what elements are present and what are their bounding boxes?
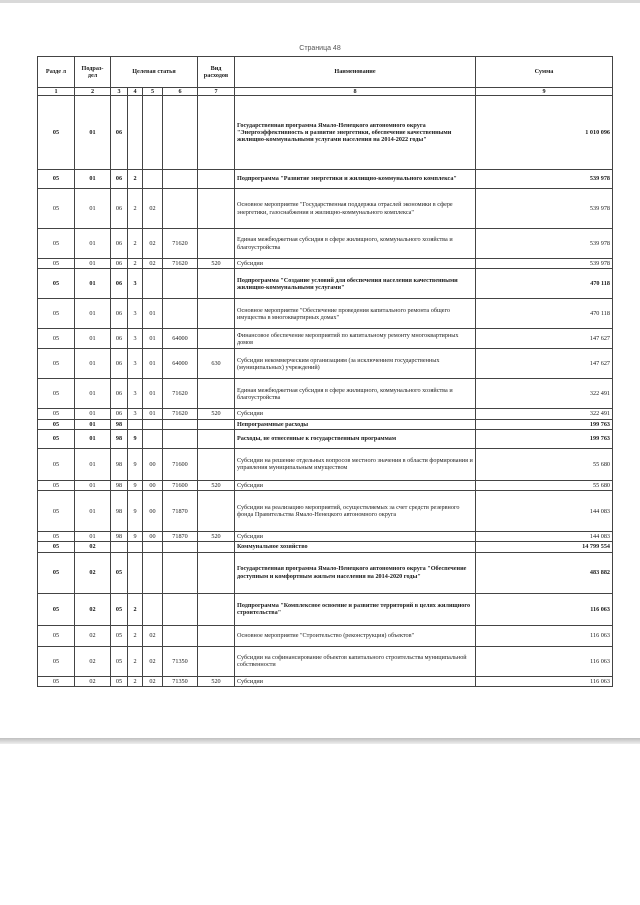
- name-cell: Субсидии на софинансирование объектов капитального строительства муниципальной собственности: [235, 646, 476, 676]
- expense-type-cell: [198, 646, 235, 676]
- subprogram-code-cell: 2: [128, 189, 143, 229]
- expense-type-cell: [198, 429, 235, 448]
- podrazdel-cell: 01: [75, 170, 111, 189]
- subprogram-code-cell: [128, 542, 143, 552]
- razdel-cell: 05: [38, 625, 75, 646]
- razdel-cell: 05: [38, 480, 75, 490]
- table-row: [38, 409, 613, 419]
- subprogram-code-cell: 3: [128, 379, 143, 409]
- table-row: [38, 419, 613, 429]
- activity-code-cell: [143, 429, 163, 448]
- name-cell: Государственная программа Ямало-Ненецкого автономного округа "Обеспечение доступным и комфортным жильем населения на 2014-2020 годы": [235, 552, 476, 593]
- header-razdel: Разде л: [38, 57, 75, 88]
- subprogram-code-cell: 3: [128, 329, 143, 349]
- activity-code-cell: 02: [143, 229, 163, 259]
- activity-code-cell: [143, 593, 163, 625]
- expense-type-cell: [198, 491, 235, 532]
- name-cell: Подпрограмма "Создание условий для обеспечения населения качественными жилищно-коммунальными услугами": [235, 269, 476, 299]
- razdel-cell: 05: [38, 229, 75, 259]
- header-podrazdel: Подраз- дел: [75, 57, 111, 88]
- column-number-row: [38, 88, 613, 96]
- name-cell: Субсидии некоммерческим организациям (за исключением государственных (муниципальных) учреждений): [235, 349, 476, 379]
- sum-cell: 322 491: [476, 379, 613, 409]
- program-code-cell: 06: [111, 299, 128, 329]
- sum-cell: 539 978: [476, 189, 613, 229]
- podrazdel-cell: 01: [75, 259, 111, 269]
- expense-type-cell: [198, 96, 235, 170]
- podrazdel-cell: 01: [75, 409, 111, 419]
- expense-type-cell: [198, 419, 235, 429]
- direction-code-cell: [163, 96, 198, 170]
- table-row: [38, 448, 613, 480]
- col-number: 1: [38, 88, 75, 96]
- sum-cell: 116 063: [476, 625, 613, 646]
- program-code-cell: 06: [111, 170, 128, 189]
- program-code-cell: 06: [111, 229, 128, 259]
- table-row: [38, 349, 613, 379]
- program-code-cell: 98: [111, 491, 128, 532]
- expense-type-cell: [198, 542, 235, 552]
- podrazdel-cell: 01: [75, 269, 111, 299]
- razdel-cell: 05: [38, 170, 75, 189]
- razdel-cell: 05: [38, 409, 75, 419]
- activity-code-cell: 01: [143, 349, 163, 379]
- sum-cell: 55 680: [476, 480, 613, 490]
- expense-type-cell: 520: [198, 676, 235, 686]
- expense-type-cell: [198, 593, 235, 625]
- podrazdel-cell: 01: [75, 189, 111, 229]
- sum-cell: 483 882: [476, 552, 613, 593]
- podrazdel-cell: 01: [75, 429, 111, 448]
- podrazdel-cell: 02: [75, 593, 111, 625]
- table-row: [38, 259, 613, 269]
- program-code-cell: 98: [111, 480, 128, 490]
- podrazdel-cell: 01: [75, 299, 111, 329]
- expense-type-cell: [198, 448, 235, 480]
- col-number: 3: [111, 88, 128, 96]
- podrazdel-cell: 02: [75, 625, 111, 646]
- subprogram-code-cell: 2: [128, 229, 143, 259]
- activity-code-cell: 01: [143, 299, 163, 329]
- razdel-cell: 05: [38, 259, 75, 269]
- header-sum: Сумма: [476, 57, 613, 88]
- table-row: [38, 491, 613, 532]
- program-code-cell: [111, 542, 128, 552]
- podrazdel-cell: 02: [75, 542, 111, 552]
- activity-code-cell: [143, 552, 163, 593]
- razdel-cell: 05: [38, 379, 75, 409]
- name-cell: Единая межбюджетная субсидия в сфере жилищного, коммунального хозяйства и благоустройства: [235, 229, 476, 259]
- razdel-cell: 05: [38, 299, 75, 329]
- name-cell: Непрограммные расходы: [235, 419, 476, 429]
- razdel-cell: 05: [38, 491, 75, 532]
- name-cell: Субсидии: [235, 532, 476, 542]
- col-number: 7: [198, 88, 235, 96]
- direction-code-cell: [163, 299, 198, 329]
- razdel-cell: 05: [38, 593, 75, 625]
- activity-code-cell: 01: [143, 329, 163, 349]
- expense-type-cell: [198, 299, 235, 329]
- razdel-cell: 05: [38, 429, 75, 448]
- razdel-cell: 05: [38, 676, 75, 686]
- scan-top-edge: [0, 0, 640, 3]
- podrazdel-cell: 02: [75, 676, 111, 686]
- table-row: [38, 189, 613, 229]
- name-cell: Субсидии: [235, 259, 476, 269]
- table-row: [38, 480, 613, 490]
- expense-type-cell: 520: [198, 259, 235, 269]
- sum-cell: 144 083: [476, 532, 613, 542]
- subprogram-code-cell: 9: [128, 532, 143, 542]
- expense-type-cell: [198, 379, 235, 409]
- subprogram-code-cell: 2: [128, 170, 143, 189]
- program-code-cell: 06: [111, 379, 128, 409]
- direction-code-cell: 71600: [163, 480, 198, 490]
- sum-cell: 539 978: [476, 170, 613, 189]
- name-cell: Основное мероприятие "Строительство (реконструкция) объектов": [235, 625, 476, 646]
- direction-code-cell: [163, 625, 198, 646]
- sum-cell: 1 010 096: [476, 96, 613, 170]
- sum-cell: 116 063: [476, 646, 613, 676]
- podrazdel-cell: 01: [75, 448, 111, 480]
- col-number: 4: [128, 88, 143, 96]
- activity-code-cell: 02: [143, 259, 163, 269]
- name-cell: Единая межбюджетная субсидия в сфере жилищного, коммунального хозяйства и благоустройства: [235, 379, 476, 409]
- table-body: [38, 96, 613, 687]
- sum-cell: 539 978: [476, 229, 613, 259]
- direction-code-cell: 71350: [163, 646, 198, 676]
- razdel-cell: 05: [38, 269, 75, 299]
- sum-cell: 199 763: [476, 419, 613, 429]
- name-cell: Субсидии: [235, 409, 476, 419]
- podrazdel-cell: 01: [75, 491, 111, 532]
- program-code-cell: 98: [111, 448, 128, 480]
- direction-code-cell: 71870: [163, 491, 198, 532]
- header-name: Наименование: [235, 57, 476, 88]
- col-number: 2: [75, 88, 111, 96]
- col-number: 5: [143, 88, 163, 96]
- activity-code-cell: [143, 269, 163, 299]
- razdel-cell: 05: [38, 542, 75, 552]
- direction-code-cell: 71600: [163, 448, 198, 480]
- expense-type-cell: [198, 329, 235, 349]
- sum-cell: 55 680: [476, 448, 613, 480]
- name-cell: Субсидии на реализацию мероприятий, осуществляемых за счет средств резервного фонда Правительства Ямало-Ненецкого автономного округа: [235, 491, 476, 532]
- direction-code-cell: 71350: [163, 676, 198, 686]
- podrazdel-cell: 01: [75, 419, 111, 429]
- program-code-cell: 98: [111, 532, 128, 542]
- subprogram-code-cell: 3: [128, 409, 143, 419]
- program-code-cell: 06: [111, 329, 128, 349]
- table-row: [38, 299, 613, 329]
- razdel-cell: 05: [38, 349, 75, 379]
- name-cell: Финансовое обеспечение мероприятий по капитальному ремонту многоквартирных домов: [235, 329, 476, 349]
- subprogram-code-cell: 2: [128, 646, 143, 676]
- sum-cell: 147 627: [476, 349, 613, 379]
- expense-type-cell: 520: [198, 409, 235, 419]
- razdel-cell: 05: [38, 96, 75, 170]
- direction-code-cell: [163, 269, 198, 299]
- podrazdel-cell: 01: [75, 480, 111, 490]
- podrazdel-cell: 02: [75, 552, 111, 593]
- direction-code-cell: [163, 419, 198, 429]
- razdel-cell: 05: [38, 329, 75, 349]
- table-row: [38, 429, 613, 448]
- direction-code-cell: 71620: [163, 229, 198, 259]
- expense-type-cell: [198, 189, 235, 229]
- table-row: [38, 329, 613, 349]
- name-cell: Основное мероприятие "Государственная поддержка отраслей экономики в сфере энергетики, газоснабжения и жилищно-коммунального комплекса": [235, 189, 476, 229]
- direction-code-cell: [163, 429, 198, 448]
- activity-code-cell: [143, 170, 163, 189]
- razdel-cell: 05: [38, 189, 75, 229]
- table-row: [38, 542, 613, 552]
- program-code-cell: 05: [111, 625, 128, 646]
- expense-type-cell: [198, 170, 235, 189]
- col-number: 8: [235, 88, 476, 96]
- sum-cell: 116 063: [476, 676, 613, 686]
- program-code-cell: 05: [111, 676, 128, 686]
- razdel-cell: 05: [38, 448, 75, 480]
- direction-code-cell: 64000: [163, 329, 198, 349]
- sum-cell: 199 763: [476, 429, 613, 448]
- table-row: [38, 593, 613, 625]
- activity-code-cell: 02: [143, 646, 163, 676]
- subprogram-code-cell: [128, 419, 143, 429]
- activity-code-cell: [143, 419, 163, 429]
- table-row: [38, 269, 613, 299]
- sum-cell: 144 083: [476, 491, 613, 532]
- activity-code-cell: 02: [143, 625, 163, 646]
- subprogram-code-cell: 9: [128, 448, 143, 480]
- program-code-cell: 06: [111, 409, 128, 419]
- program-code-cell: 05: [111, 552, 128, 593]
- name-cell: Подпрограмма "Развитие энергетики и жилищно-коммунального комплекса": [235, 170, 476, 189]
- program-code-cell: 06: [111, 259, 128, 269]
- subprogram-code-cell: 2: [128, 259, 143, 269]
- header-row: [38, 57, 613, 88]
- table-row: [38, 229, 613, 259]
- table-row: [38, 625, 613, 646]
- expense-type-cell: [198, 229, 235, 259]
- subprogram-code-cell: [128, 96, 143, 170]
- page-label: Страница 48: [299, 45, 341, 52]
- name-cell: Субсидии на решение отдельных вопросов местного значения в области формирования и управления муниципальным имуществом: [235, 448, 476, 480]
- expense-type-cell: [198, 625, 235, 646]
- direction-code-cell: [163, 552, 198, 593]
- subprogram-code-cell: 2: [128, 625, 143, 646]
- program-code-cell: 98: [111, 429, 128, 448]
- program-code-cell: 05: [111, 593, 128, 625]
- name-cell: Государственная программа Ямало-Ненецкого автономного округа "Энергоэффективность и развитие энергетики, обеспечение качественными жилищно-коммунальными услугами населения на 2014-2022 годы": [235, 96, 476, 170]
- direction-code-cell: [163, 542, 198, 552]
- razdel-cell: 05: [38, 552, 75, 593]
- expense-type-cell: [198, 552, 235, 593]
- name-cell: Основное мероприятие "Обеспечение проведения капитального ремонта общего имущества в многоквартирных домах": [235, 299, 476, 329]
- subprogram-code-cell: 2: [128, 593, 143, 625]
- podrazdel-cell: 01: [75, 229, 111, 259]
- subprogram-code-cell: 9: [128, 491, 143, 532]
- col-number: 9: [476, 88, 613, 96]
- table-row: [38, 676, 613, 686]
- podrazdel-cell: 01: [75, 532, 111, 542]
- sum-cell: 470 118: [476, 299, 613, 329]
- razdel-cell: 05: [38, 419, 75, 429]
- name-cell: Субсидии: [235, 480, 476, 490]
- table-row: [38, 379, 613, 409]
- sum-cell: 14 799 554: [476, 542, 613, 552]
- activity-code-cell: 00: [143, 448, 163, 480]
- activity-code-cell: [143, 542, 163, 552]
- razdel-cell: 05: [38, 532, 75, 542]
- sum-cell: 539 978: [476, 259, 613, 269]
- budget-table: [37, 56, 613, 687]
- table-row: [38, 552, 613, 593]
- program-code-cell: 06: [111, 96, 128, 170]
- name-cell: Расходы, не отнесенные к государственным программам: [235, 429, 476, 448]
- sum-cell: 147 627: [476, 329, 613, 349]
- table-row: [38, 96, 613, 170]
- name-cell: Субсидии: [235, 676, 476, 686]
- table-row: [38, 170, 613, 189]
- activity-code-cell: 01: [143, 379, 163, 409]
- subprogram-code-cell: 3: [128, 349, 143, 379]
- name-cell: Коммунальное хозяйство: [235, 542, 476, 552]
- subprogram-code-cell: 3: [128, 299, 143, 329]
- podrazdel-cell: 01: [75, 329, 111, 349]
- program-code-cell: 98: [111, 419, 128, 429]
- direction-code-cell: 71620: [163, 379, 198, 409]
- sum-cell: 322 491: [476, 409, 613, 419]
- subprogram-code-cell: [128, 552, 143, 593]
- expense-type-cell: [198, 269, 235, 299]
- program-code-cell: 06: [111, 269, 128, 299]
- activity-code-cell: 00: [143, 532, 163, 542]
- sum-cell: 116 063: [476, 593, 613, 625]
- direction-code-cell: 71870: [163, 532, 198, 542]
- direction-code-cell: [163, 170, 198, 189]
- expense-type-cell: 520: [198, 480, 235, 490]
- direction-code-cell: 71620: [163, 259, 198, 269]
- activity-code-cell: 00: [143, 480, 163, 490]
- subprogram-code-cell: 9: [128, 480, 143, 490]
- podrazdel-cell: 01: [75, 96, 111, 170]
- subprogram-code-cell: 2: [128, 676, 143, 686]
- program-code-cell: 06: [111, 349, 128, 379]
- activity-code-cell: 02: [143, 189, 163, 229]
- sum-cell: 470 118: [476, 269, 613, 299]
- program-code-cell: 05: [111, 646, 128, 676]
- program-code-cell: 06: [111, 189, 128, 229]
- col-number: 6: [163, 88, 198, 96]
- header-vid: Вид расходов: [198, 57, 235, 88]
- podrazdel-cell: 01: [75, 349, 111, 379]
- table-row: [38, 532, 613, 542]
- direction-code-cell: [163, 189, 198, 229]
- direction-code-cell: 71620: [163, 409, 198, 419]
- scan-bottom-edge: [0, 738, 640, 744]
- activity-code-cell: 02: [143, 676, 163, 686]
- header-target: Целевая статья: [111, 57, 198, 88]
- table-row: [38, 646, 613, 676]
- activity-code-cell: 01: [143, 409, 163, 419]
- expense-type-cell: 630: [198, 349, 235, 379]
- subprogram-code-cell: 9: [128, 429, 143, 448]
- razdel-cell: 05: [38, 646, 75, 676]
- expense-type-cell: 520: [198, 532, 235, 542]
- podrazdel-cell: 01: [75, 379, 111, 409]
- podrazdel-cell: 02: [75, 646, 111, 676]
- activity-code-cell: 00: [143, 491, 163, 532]
- name-cell: Подпрограмма "Комплексное освоение и развитие территорий в целях жилищного строительства": [235, 593, 476, 625]
- direction-code-cell: 64000: [163, 349, 198, 379]
- activity-code-cell: [143, 96, 163, 170]
- direction-code-cell: [163, 593, 198, 625]
- subprogram-code-cell: 3: [128, 269, 143, 299]
